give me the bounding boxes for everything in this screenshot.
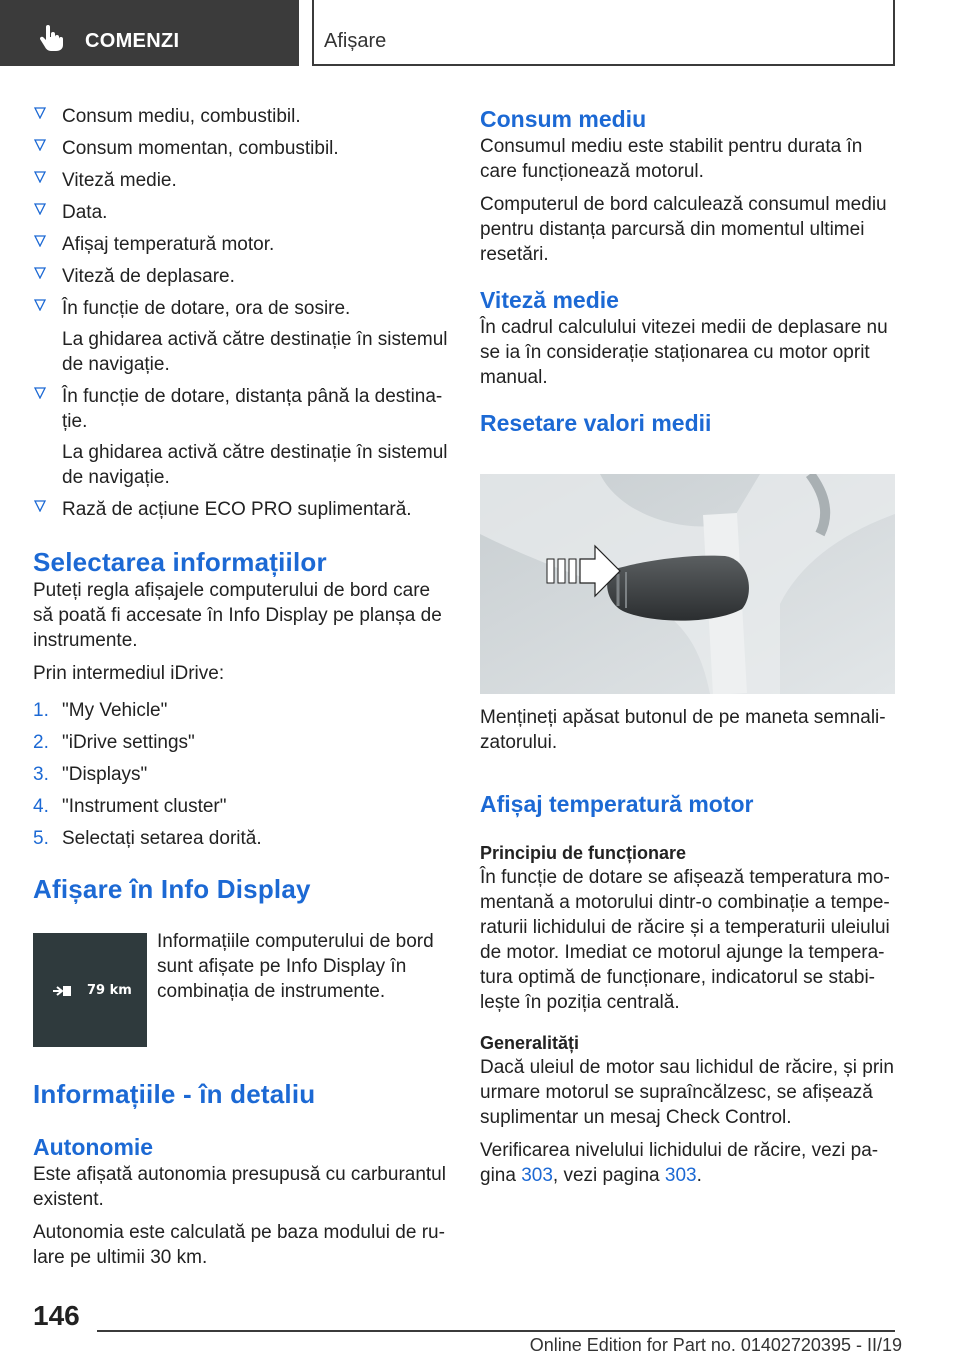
list-item [33, 497, 451, 522]
general-heading: Generalități [480, 1033, 580, 1053]
list-item-text: Viteză de deplasare. [62, 266, 235, 287]
temp-heading: Afișaj temperatură motor [480, 791, 754, 817]
step-number: 3. [33, 764, 49, 785]
edition-text: Online Edition for Part no. 01402720395 - II/19 [529, 1335, 902, 1355]
list-item-note: La ghidarea activă către destinație în sistemul de navigație. [62, 442, 448, 488]
detail-heading: Informațiile - în detaliu [33, 1079, 316, 1109]
list-item-text: Consum momentan, combustibil. [62, 138, 339, 159]
list-item [33, 384, 451, 490]
step-text: "Instrument cluster" [62, 796, 227, 817]
list-item-text: Consum mediu, combustibil. [62, 106, 301, 127]
list-item-text: Viteză medie. [62, 170, 177, 191]
list-item-note: La ghidarea activă către destinație în sistemul de navigație. [62, 329, 448, 375]
general-text: Dacă uleiul de motor sau lichidul de răcire, și prin urmare motorul se supraîncălzesc, se afișează suplimentar un mesaj Check Control. [480, 1057, 894, 1128]
triangle-bullet-icon [34, 500, 46, 512]
viteza-text: În cadrul calculului vitezei medii de deplasare nu se ia în considerație staționarea cu motor oprit manual. [480, 317, 888, 388]
section-header-box [312, 0, 895, 66]
triangle-bullet-icon [34, 235, 46, 247]
triangle-bullet-icon [34, 203, 46, 215]
chapter-tab-label: COMENZI [85, 30, 180, 52]
viteza-heading: Viteză medie [480, 287, 619, 313]
verif-text-pre: Verificarea nivelului lichidului de răcire, vezi pa-gina [480, 1140, 879, 1186]
steps-list [33, 698, 451, 851]
left-column [33, 104, 451, 905]
list-item [33, 264, 451, 289]
autonomy-text-2: Autonomia este calculată pe baza modului de ru-lare pe ultimii 30 km. [33, 1222, 445, 1268]
principiu-text: În funcție de dotare se afișează temperatura mo-mentană a motorului dintr-o combinație a tempe-raturii lichidului de răcire și a temperaturii uleiului de motor. Imediat ce motorul ajunge la tempera-tura optimă de funcționare, indicatorul se stabi-lește în poziția centrală. [480, 867, 890, 1013]
list-item-text: În funcție de dotare, distanța până la destina-ție. [62, 386, 443, 432]
hand-pointer-icon [40, 24, 66, 52]
triangle-bullet-icon [34, 387, 46, 399]
step-number: 4. [33, 796, 49, 817]
idrive-intro: Prin intermediul iDrive: [33, 663, 225, 684]
display-text: Informațiile computerului de bord sunt afișate pe Info Display în combinația de instrumente. [157, 931, 434, 1002]
step-item [33, 794, 451, 819]
range-readout: 79 km [87, 983, 132, 998]
triangle-bullet-icon [34, 267, 46, 279]
step-number: 5. [33, 828, 49, 849]
section-title: Afișare [324, 30, 387, 52]
select-heading: Selectarea informațiilor [33, 547, 327, 577]
verif-text-mid: , vezi pagina [552, 1165, 665, 1186]
list-item [33, 104, 451, 129]
consum-heading: Consum mediu [480, 106, 647, 132]
step-number: 1. [33, 700, 49, 721]
page-number: 146 [33, 1300, 80, 1331]
right-column-lower [480, 705, 898, 1196]
info-display-image [33, 933, 147, 1047]
list-item [33, 232, 451, 257]
bullet-list [33, 104, 451, 522]
list-item [33, 168, 451, 193]
list-item-text: Data. [62, 202, 108, 223]
list-item-text: Rază de acțiune ECO PRO suplimentară. [62, 499, 412, 520]
triangle-bullet-icon [34, 171, 46, 183]
triangle-bullet-icon [34, 139, 46, 151]
step-text: Selectați setarea dorită. [62, 828, 262, 849]
page-link[interactable]: 303 [521, 1165, 553, 1186]
page-link[interactable]: 303 [664, 1165, 697, 1186]
step-number: 2. [33, 732, 49, 753]
consum-text-2: Computerul de bord calculează consumul mediu pentru distanța parcursă din momentul ultimei resetări. [480, 194, 887, 265]
list-item [33, 136, 451, 161]
select-text: Puteți regla afișajele computerului de bord care să poată fi accesate în Info Display pe planșa de instrumente. [33, 580, 442, 651]
triangle-bullet-icon [34, 107, 46, 119]
left-column-lower [33, 1078, 451, 1278]
step-item [33, 730, 451, 755]
footer-divider [97, 1330, 895, 1332]
list-item-text: Afișaj temperatură motor. [62, 234, 275, 255]
chapter-tab [0, 0, 299, 66]
list-item [33, 200, 451, 225]
step-text: "My Vehicle" [62, 700, 168, 721]
autonomy-heading: Autonomie [33, 1134, 154, 1160]
autonomy-text-1: Este afișată autonomia presupusă cu carburantul existent. [33, 1164, 446, 1210]
reset-heading: Resetare valori medii [480, 410, 712, 436]
verif-text [480, 1138, 898, 1188]
step-item [33, 762, 451, 787]
step-item [33, 698, 451, 723]
list-item-text: În funcție de dotare, ora de sosire. [62, 298, 351, 319]
list-item [33, 296, 451, 377]
step-item [33, 826, 451, 851]
step-text: "Displays" [62, 764, 148, 785]
verif-text-end: . [696, 1165, 702, 1186]
display-heading: Afișare în Info Display [33, 874, 311, 904]
principiu-heading: Principiu de funcționare [480, 843, 687, 863]
reset-text: Mențineți apăsat butonul de pe maneta semnali-zatorului. [480, 707, 886, 753]
step-text: "iDrive settings" [62, 732, 195, 753]
triangle-bullet-icon [34, 299, 46, 311]
right-column [480, 104, 898, 438]
turn-signal-stalk-image [480, 474, 895, 694]
consum-text-1: Consumul mediu este stabilit pentru durata în care funcționează motorul. [480, 136, 863, 182]
